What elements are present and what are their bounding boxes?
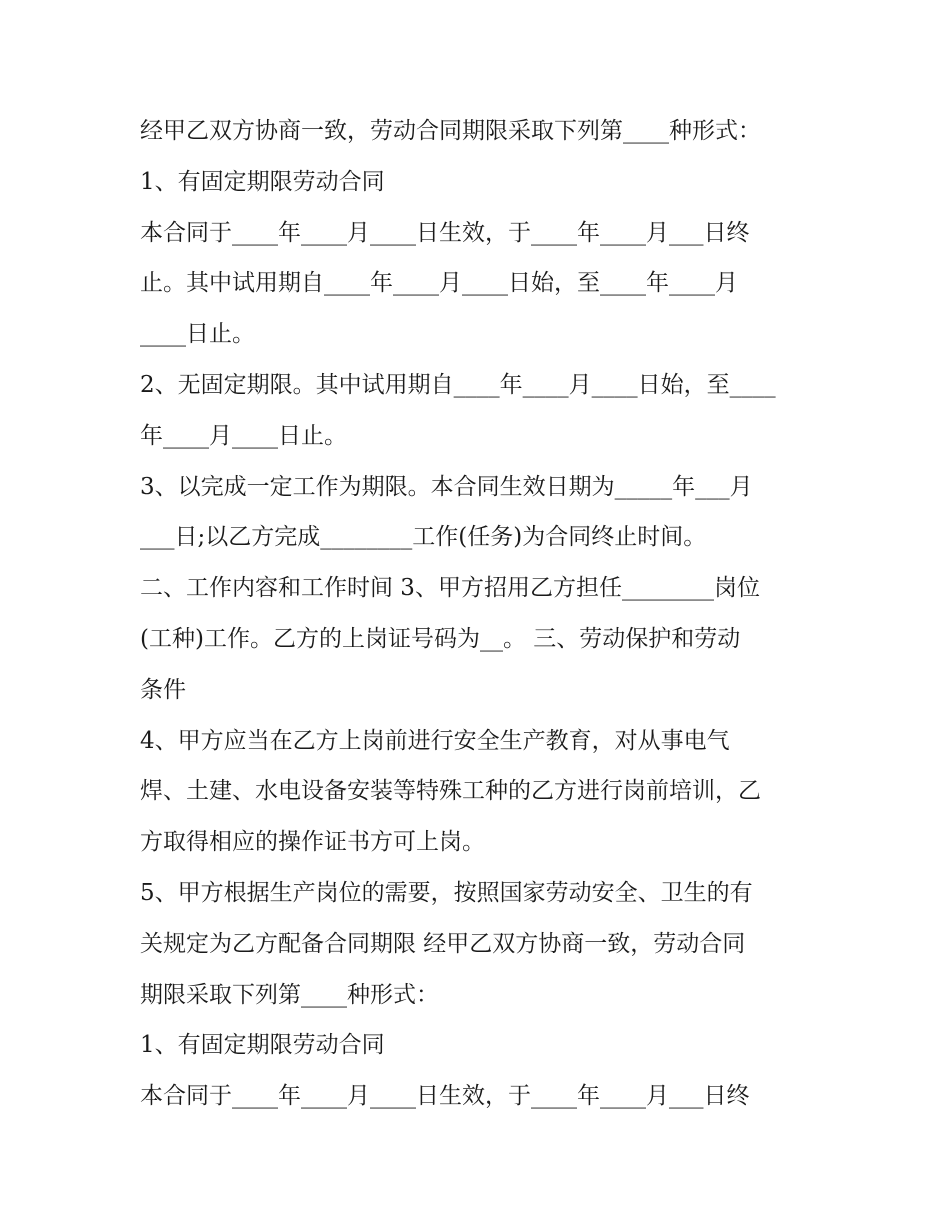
text-line: 5、甲方根据生产岗位的需要，按照国家劳动安全、卫生的有: [140, 879, 753, 906]
text-line: 条件: [140, 676, 186, 703]
text-line: 本合同于____年____月____日生效，于____年____月___日终: [140, 1083, 750, 1110]
text-line: 1、有固定期限劳动合同: [140, 168, 385, 195]
text-line: 年____月____日止。: [140, 422, 347, 449]
text-line: 经甲乙双方协商一致，劳动合同期限采取下列第____种形式：: [140, 118, 761, 144]
text-line: 焊、土建、水电设备安装等特殊工种的乙方进行岗前培训，乙: [140, 778, 761, 805]
text-line: 1、有固定期限劳动合同: [140, 1032, 385, 1059]
text-line: ___日;以乙方完成________工作(任务)为合同终止时间。: [140, 524, 707, 551]
text-line: 方取得相应的操作证书方可上岗。: [140, 829, 485, 856]
text-line: 二、工作内容和工作时间 3、甲方招用乙方担任________岗位: [140, 575, 760, 602]
text-line: 3、以完成一定工作为期限。本合同生效日期为_____年___月: [140, 473, 753, 500]
text-line: 期限采取下列第____种形式：: [140, 981, 439, 1008]
document-body: [140, 106, 820, 1122]
text-line: (工种)工作。乙方的上岗证号码为__。 三、劳动保护和劳动: [140, 625, 741, 652]
text-line: 4、甲方应当在乙方上岗前进行安全生产教育，对从事电气: [140, 727, 730, 754]
text-line: 本合同于____年____月____日生效，于____年____月___日终: [140, 219, 750, 246]
text-line: 关规定为乙方配备合同期限 经甲乙双方协商一致，劳动合同: [140, 930, 746, 957]
text-line: ____日止。: [140, 321, 255, 348]
text-line: 2、无固定期限。其中试用期自____年____月____日始，至____: [140, 371, 776, 398]
text-line: 止。其中试用期自____年____月____日始，至____年____月: [140, 270, 738, 297]
